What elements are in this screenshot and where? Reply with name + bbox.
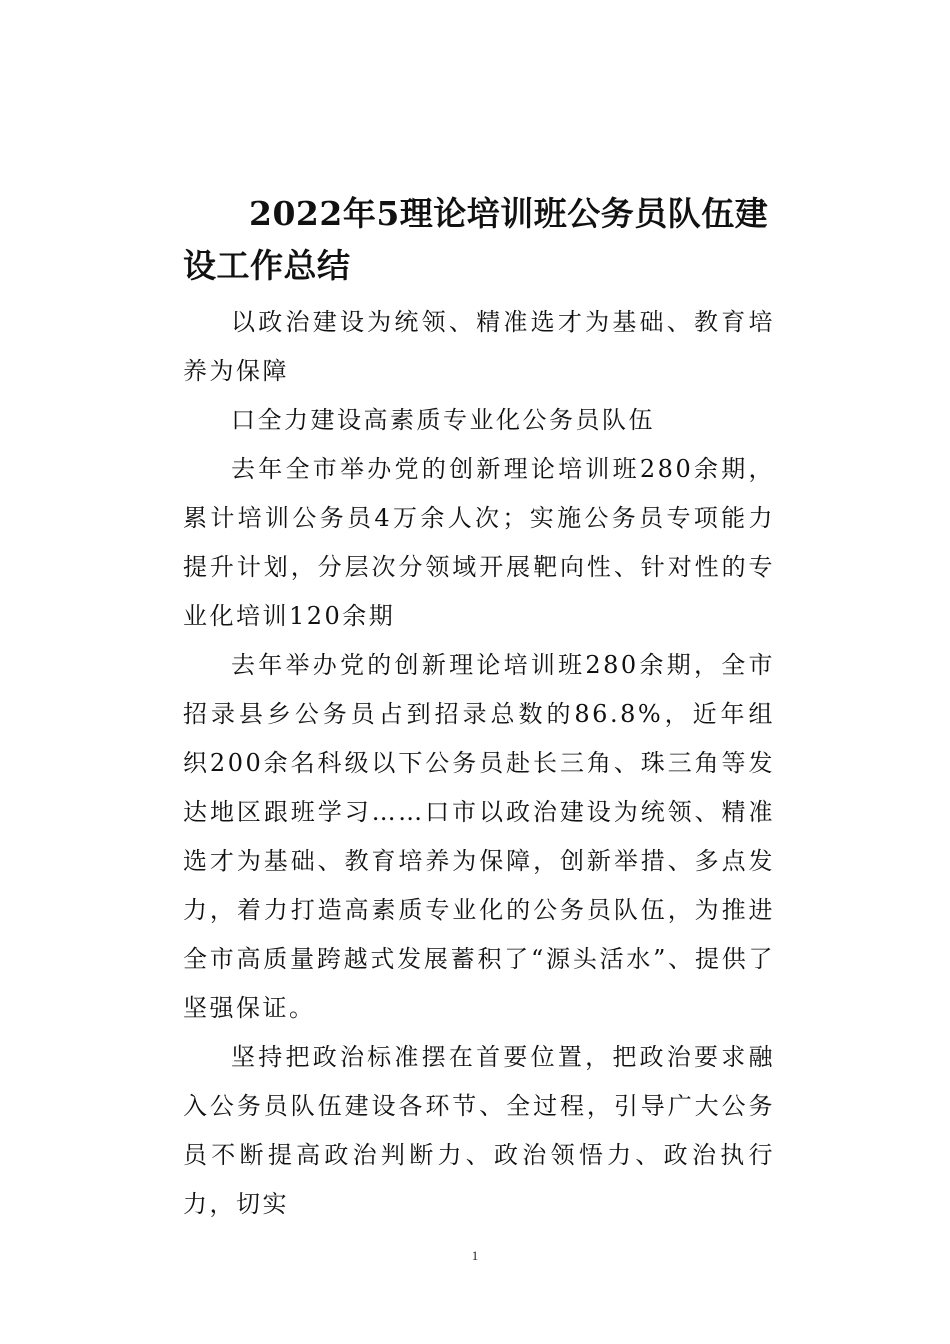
document-title: 2022年5理论培训班公务员队伍建设工作总结 xyxy=(183,194,769,285)
paragraph-2: 口全力建设高素质专业化公务员队伍 xyxy=(231,406,655,434)
document-body xyxy=(183,188,775,1229)
paragraph-3: 去年全市举办党的创新理论培训班280余期，累计培训公务员4万余人次；实施公务员专项能力提升计划，分层次分领域开展靶向性、针对性的专业化培训120余期 xyxy=(183,455,775,630)
paragraph-5: 坚持把政治标准摆在首要位置，把政治要求融入公务员队伍建设各环节、全过程，引导广大公务员不断提高政治判断力、政治领悟力、政治执行力，切实 xyxy=(183,1043,775,1218)
page-number: 1 xyxy=(471,1248,479,1263)
paragraph-1: 以政治建设为统领、精准选才为基础、教育培养为保障 xyxy=(183,308,775,385)
paragraph-4: 去年举办党的创新理论培训班280余期，全市招录县乡公务员占到招录总数的86.8%，近年组织200余名科级以下公务员赴长三角、珠三角等发达地区跟班学习……口市以政治建设为统领、精准选才为基础、教育培养为保障，创新举措、多点发力，着力打造高素质专业化的公务员队伍，为推进全市高质量跨越式发展蓄积了“源头活水”、提供了坚强保证。 xyxy=(183,651,775,1022)
